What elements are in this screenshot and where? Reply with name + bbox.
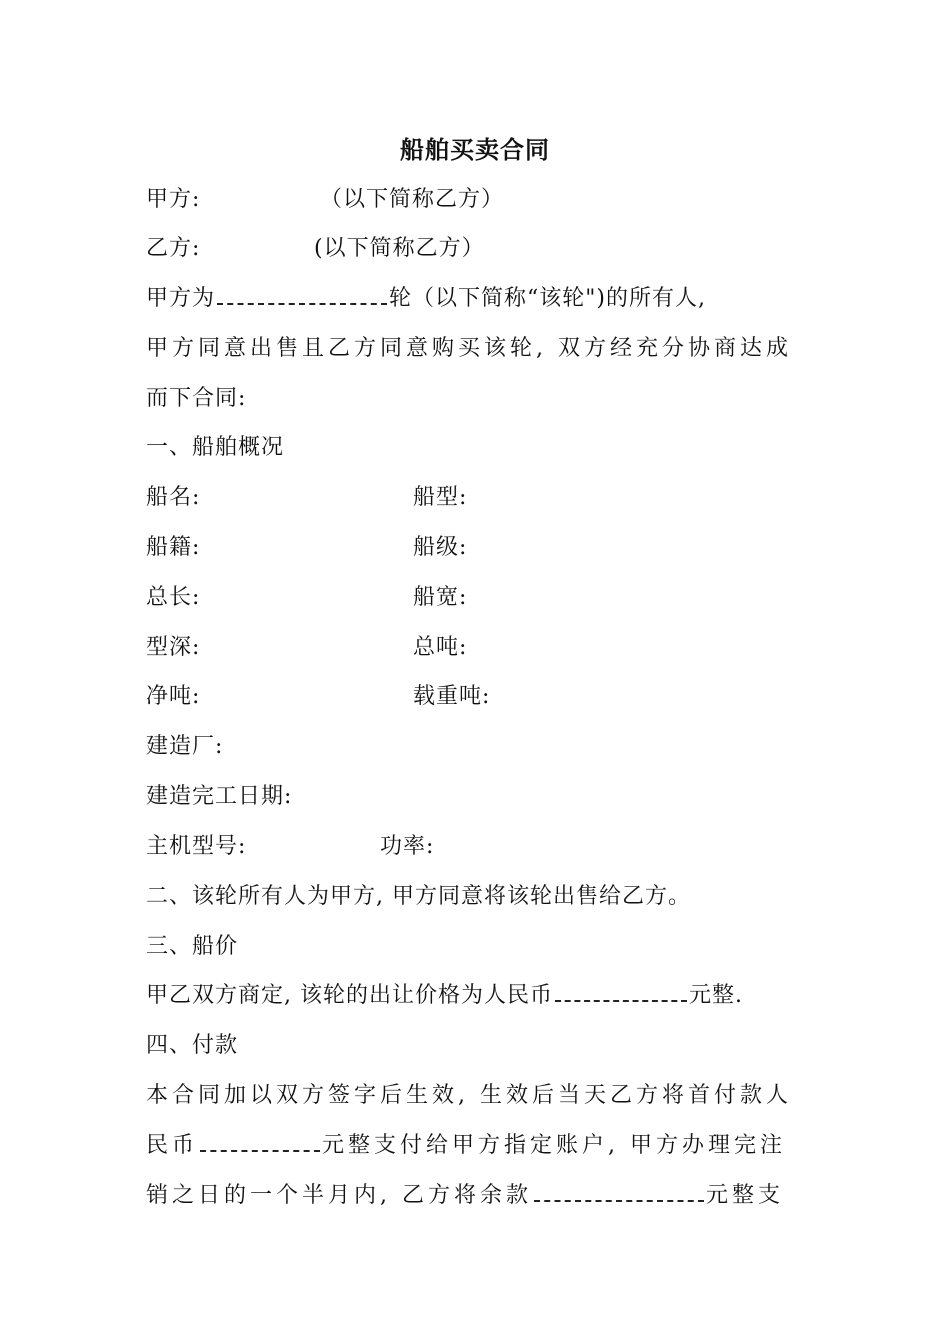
party-a-note: （以下简称乙方） bbox=[320, 187, 505, 212]
payment-line-3 bbox=[146, 1181, 784, 1211]
spec-row bbox=[146, 682, 491, 712]
payment-line2-post: 元整支付给甲方指定账户, 甲方办理完注 bbox=[322, 1133, 787, 1158]
intro-line1-post: 轮（以下简称“该轮")的所有人, bbox=[389, 286, 706, 311]
intro-line1-pre: 甲方为 bbox=[146, 286, 216, 311]
ship-name-blank bbox=[217, 289, 387, 305]
price-text-pre: 甲乙双方商定, 该轮的出让价格为人民币 bbox=[146, 983, 553, 1008]
spec-row bbox=[146, 633, 468, 663]
spec-engine-row bbox=[146, 832, 435, 862]
section3-heading: 三、船价 bbox=[146, 934, 239, 959]
section2-text: 二、该轮所有人为甲方, 甲方同意将该轮出售给乙方。 bbox=[146, 884, 691, 909]
page-title: 船舶买卖合同 bbox=[400, 136, 550, 164]
party-b-label: 乙方: bbox=[146, 236, 201, 261]
spec-builder: 建造厂: bbox=[146, 734, 224, 759]
section3-text bbox=[146, 981, 743, 1011]
balance-blank bbox=[534, 1186, 704, 1202]
price-blank bbox=[555, 986, 687, 1002]
payment-line2-pre: 民币 bbox=[146, 1133, 199, 1158]
spec-gross-tonnage: 总吨: bbox=[413, 635, 468, 660]
spec-ship-type: 船型: bbox=[413, 485, 468, 510]
payment-line3-pre: 销之日的一个半月内, 乙方将余款 bbox=[146, 1183, 532, 1208]
spec-depth: 型深: bbox=[146, 635, 201, 660]
spec-width: 船宽: bbox=[413, 585, 468, 610]
spec-power: 功率: bbox=[380, 834, 435, 859]
spec-net-tonnage: 净吨: bbox=[146, 684, 201, 709]
spec-row bbox=[146, 583, 468, 613]
price-text-post: 元整. bbox=[689, 983, 743, 1008]
intro-line-1 bbox=[146, 284, 706, 314]
spec-length: 总长: bbox=[146, 585, 201, 610]
spec-ship-name: 船名: bbox=[146, 485, 201, 510]
party-a-label: 甲方: bbox=[146, 187, 201, 212]
spec-class: 船级: bbox=[413, 535, 468, 560]
section4-heading: 四、付款 bbox=[146, 1033, 239, 1058]
party-b-line bbox=[146, 234, 485, 264]
payment-line-2 bbox=[146, 1131, 786, 1161]
spec-deadweight: 载重吨: bbox=[413, 684, 491, 709]
down-payment-blank bbox=[200, 1136, 320, 1152]
section1-heading: 一、船舶概况 bbox=[146, 435, 285, 460]
spec-row bbox=[146, 533, 468, 563]
spec-row bbox=[146, 483, 468, 513]
intro-line-3: 而下合同: bbox=[146, 386, 247, 411]
spec-build-date: 建造完工日期: bbox=[146, 784, 293, 809]
party-a-line bbox=[146, 185, 505, 215]
spec-registry: 船籍: bbox=[146, 535, 201, 560]
payment-line3-post: 元整支 bbox=[706, 1183, 785, 1208]
spec-engine-model: 主机型号: bbox=[146, 834, 247, 859]
intro-line-2: 甲方同意出售且乙方同意购买该轮, 双方经充分协商达成 bbox=[146, 336, 792, 361]
party-b-note: (以下简称乙方） bbox=[314, 236, 485, 261]
payment-line-1: 本合同加以双方签字后生效, 生效后当天乙方将首付款人 bbox=[146, 1083, 792, 1108]
